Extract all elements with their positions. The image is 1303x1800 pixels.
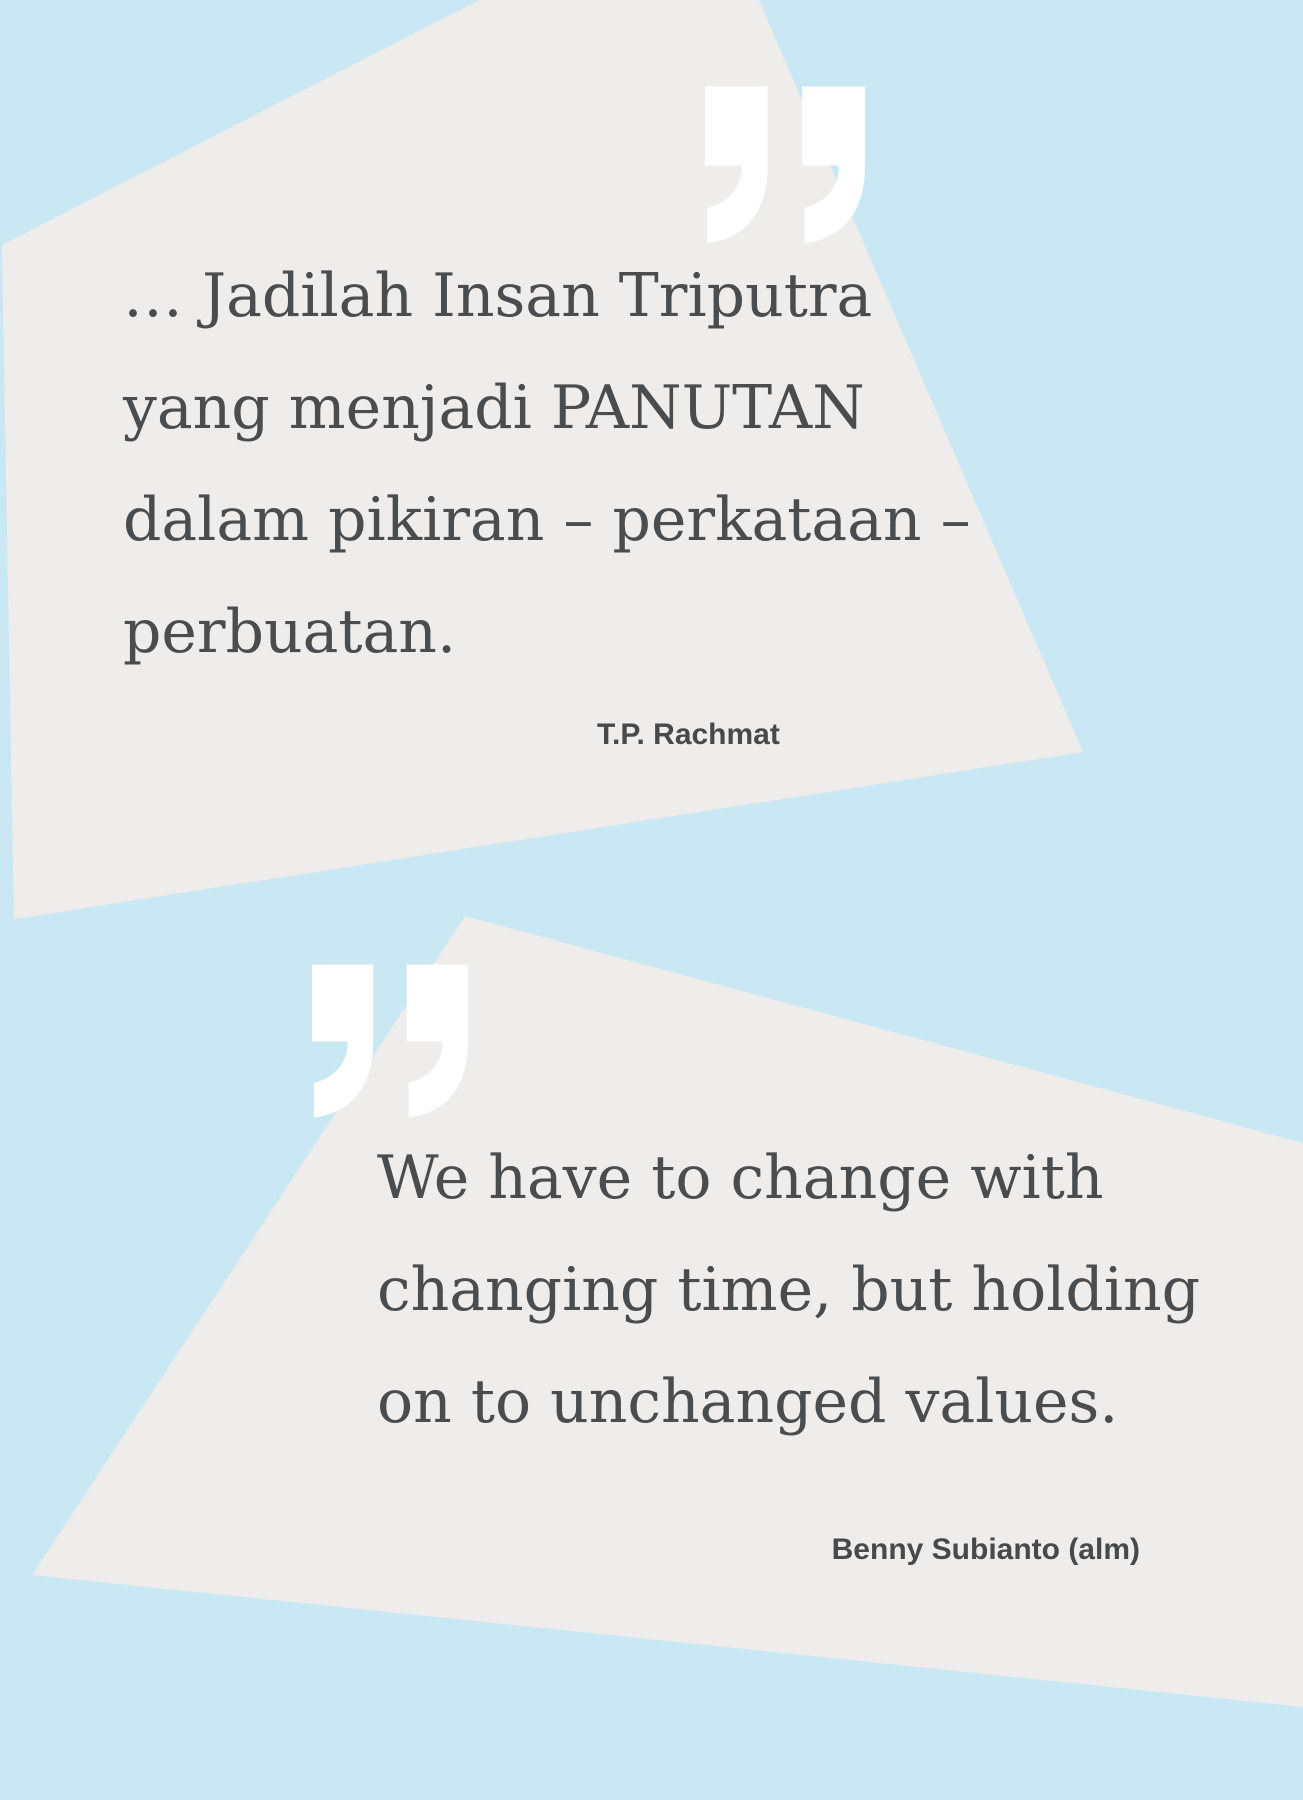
quote2-line: We have to change with: [377, 1143, 1104, 1213]
quote1-line: … Jadilah Insan Triputra: [123, 261, 873, 331]
quote1-line: perbuatan.: [123, 597, 457, 667]
quote2-line: changing time, but holding: [377, 1255, 1201, 1325]
quote2-line: on to unchanged values.: [377, 1367, 1119, 1437]
quote1-attribution: T.P. Rachmat: [597, 718, 780, 751]
quote1-line: dalam pikiran – perkataan –: [123, 485, 971, 555]
quote2-text: [377, 1122, 1200, 1458]
quote1-line: yang menjadi PANUTAN: [123, 373, 865, 443]
quote1-text: [123, 240, 971, 688]
quote2-attribution: Benny Subianto (alm): [831, 1533, 1140, 1566]
closing-quote-icon: [312, 963, 468, 1119]
closing-quote-icon: [705, 85, 865, 245]
